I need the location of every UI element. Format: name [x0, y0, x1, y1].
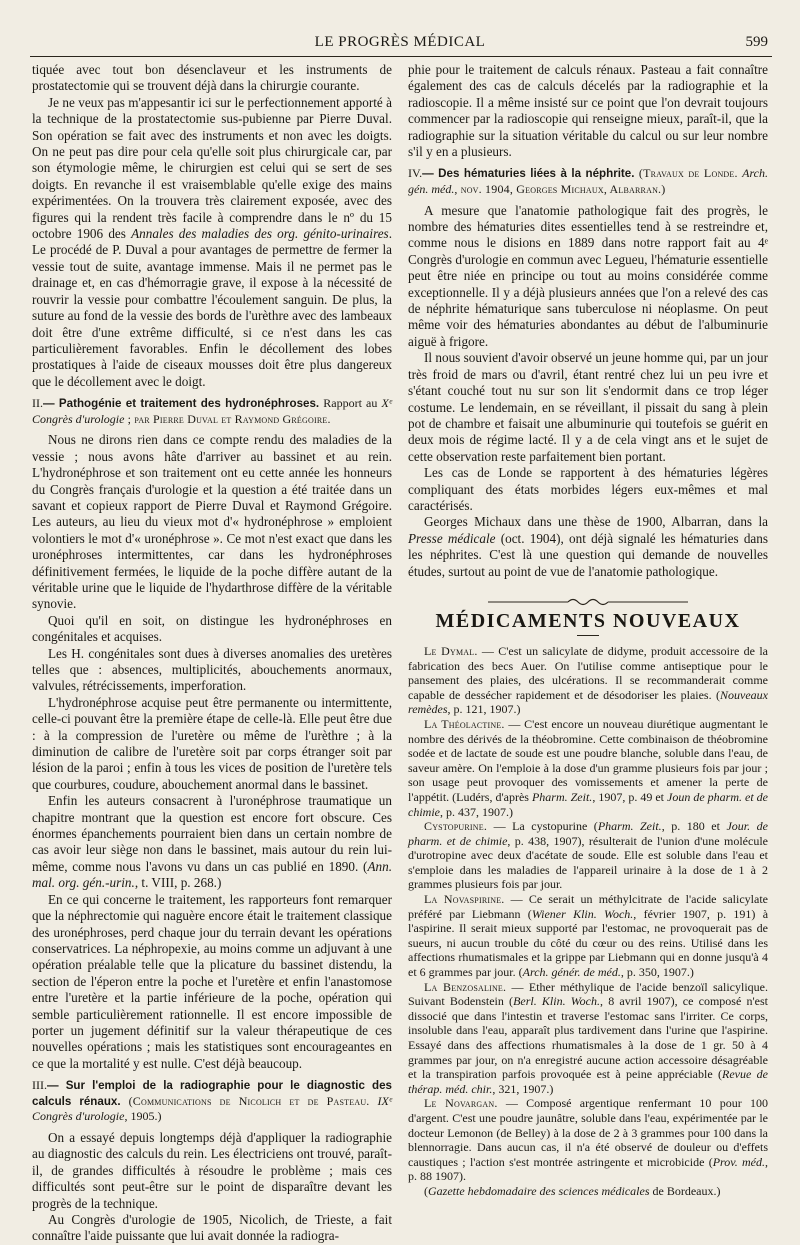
section-title: MÉDICAMENTS NOUVEAUX [435, 609, 741, 632]
paragraph: L'hydronéphrose acquise peut être permanente ou intermittente, celle-ci pouvant être la première étape de celle-là. Elle peut être due : à la compression de l'uretère ou même de l'urèthre ; à la diminution de calibre de l'uretère soit par corps étranger soit par lésion de la paroi ; enfin à tous les vices de position de l'uretère tels que courbures, coudure, abouchement anormal dans le bassinet. [32, 694, 392, 792]
paragraph: Je ne veux pas m'appesantir ici sur le perfectionnement apporté à la technique de la prostatectomie sus-pubienne par Pierre Duval. Son opération se fait avec des instruments et non avec les doigts. On ne peut pas dire pour cela qu'elle soit plus chirurgicale car, par son étymologie même, le chirurgien est celui qui se sert de ses doigts. En revanche il est vraisemblable qu'elle exige des mains expérimentées. On la trouvera très clairement exposée, avec des figures qui la rendent très facile à comprendre dans le nº du 15 octobre 1906 des Annales des maladies des org. génito-urinaires. Le procédé de P. Duval a pour avantages de permettre de fermer la vessie tout de suite, avantage immense. Mais il ne permet pas le drainage et, en cas d'hémorragie grave, il expose à la nécessité de rouvrir la vessie pour combattre l'écoulement sanguin. De plus, la suture au fond de la vessie des bords de l'urèthre avec des lambeaux doit être d'une extrême difficulté, si ce n'est dans les cas particulièrement favorables. Enfin le décollement des lobes prostatiques à l'aide de ciseaux mousses doit être plus dangereux que le décollement avec le doigt. [32, 94, 392, 389]
paragraph: phie pour le traitement de calculs rénaux. Pasteau a fait connaître également des cas de calculs décelés par la radiographie et la radioscopie. Il a même insisté sur ce point que l'on devrait toujours commencer par la radioscopie qui renseigne mieux, paraît-il, que la radiographie sur la situation véritable du calcul ou sur leur nombre s'il y en a plusieurs. [408, 62, 768, 160]
drug-entry: Le Dymal. — C'est un salicylate de didyme, produit accessoire de la fabrication des becs Auer. On l'utilise comme antiseptique pour le pansement des plaies, des ulcérations. Il se recommanderait comme capable de dessécher rapidement et de désodoriser les plaies. (Nouveaux remèdes, p. 121, 1907.) [408, 643, 768, 717]
page-number: 599 [745, 34, 768, 50]
paragraph: Enfin les auteurs consacrent à l'uronéphrose traumatique un chapitre montrant que la question est encore fort obscure. Ces énormes épanchements pourraient bien dans un certain nombre de cas avoir leur siège non dans le bassinet, mais autour du rein lui-même, comme nous l'avons vu dans un cas publié en 1890. (Ann. mal. org. gén.-urin., t. VIII, p. 268.) [32, 793, 392, 891]
section-heading: IV.— Des hématuries liées à la néphrite. (Travaux de Londe. Arch. gén. méd., nov. 1904, Georges Michaux, Albarran.) [408, 166, 769, 197]
paragraph: Les cas de Londe se rapportent à des hématuries légères compliquant des états morbides légers eux-mêmes et mal caractérisés. [408, 465, 768, 513]
paragraph: Nous ne dirons rien dans ce compte rendu des maladies de la vessie ; nous avons hâte d'arriver au bassinet et au rein. L'hydronéphrose et son traitement ont eu cette année les honneurs du Congrès français d'urologie et la question a été traitée dans un savant et copieux rapport de Pierre Duval et Raymond Grégoire. Les auteurs, au lieu du vieux mot d'« hydronéphrose » emploient volontiers le mot d'« uronéphrose ». Ce mot n'est exact que dans les uronéphroses intermittentes, car dans les hydronéphroses définitivement fermées, le liquide de la poche diffère autant de la véritable urine que le liquide de l'hydarthrose diffère de la véritable synovie. [32, 432, 392, 612]
paragraph: Georges Michaux dans une thèse de 1900, Albarran, dans la Presse médicale (oct. 1904), ont déjà signalé les hématuries dans les néphrites. C'est là une question qui demande de nouvelles études, surtout au point de vue de l'anatomie pathologique. [408, 514, 768, 579]
paragraph: Au Congrès d'urologie de 1905, Nicolich, de Trieste, a fait connaître l'aide puissante que lui avait donnée la radiogra- [32, 1211, 392, 1244]
title-rule [577, 635, 599, 636]
paragraph: En ce qui concerne le traitement, les rapporteurs font remarquer que la néphrectomie qui naguère encore était le traitement classique des uronéphroses, perd chaque jour du terrain devant les opérations conservatrices. La néphropexie, au moins comme un adjuvant à une opération préalable telle que la plicature du bassinet distendu, la section de l'éperon entre la poche et l'uretère et enfin l'anastomose entre l'uretère et la partie inférieure de la poche, opération qui semble particulièrement rationnelle. Il est encore impossible de porter un jugement définitif sur la valeur thérapeutique de ces nouvelles opérations ; mais les statistiques sont encourageantes en ce que la mortalité y est nulle. C'est déjà beaucoup. [32, 891, 392, 1071]
ornament-divider [408, 594, 768, 604]
section-heading: III.— Sur l'emploi de la radiographie pour le diagnostic des calculs rénaux. (Communications de Nicolich et de Pasteau. IXᵉ Congrès d'urologie, 1905.) [32, 1078, 392, 1124]
drug-entry: Cystopurine. — La cystopurine (Pharm. Zeit., p. 180 et Jour. de pharm. et de chimie, p. 438, 1907), résulterait de l'union d'une molécule d'urotropine avec deux d'acétate de soude. Elle est soluble dans l'eau et s'emploie dans les maladies de l'appareil urinaire à la dose de 1 à 2 grammes plusieurs fois par jour. [408, 819, 768, 892]
left-column [32, 62, 392, 1244]
text-columns [32, 62, 772, 1244]
paragraph: Les H. congénitales sont dues à diverses anomalies des uretères telles que : absences, multiplicités, abouchements anormaux, valvules, rétrécissements, imperforation. [32, 645, 392, 694]
right-column [408, 62, 769, 1198]
source-citation: (Gazette hebdomadaire des sciences médicales de Bordeaux.) [424, 1183, 721, 1198]
drug-entry: La Novaspirine. — Ce serait un méthylcitrate de l'acide salicylate préféré par Liebmann (Wiener Klin. Woch., février 1907, p. 191) à l'aspirine. Il serait mieux supporté par l'estomac, ne provoquerait pas de sueurs, ni aucun trouble du côté du cœur ou des reins. Utilisé dans les affections rhumatismales et la grippe par Liebmann qui en donne jusqu'à 4 et 6 grammes par jour. (Arch. génér. de méd., p. 350, 1907.) [408, 892, 769, 980]
paragraph: Quoi qu'il en soit, on distingue les hydronéphroses en congénitales et acquises. [32, 612, 392, 645]
paragraph: tiquée avec tout bon désenclaveur et les instruments de prostatectomie qui se trouvent déjà dans la chirurgie courante. [32, 62, 392, 94]
paragraph: On a essayé depuis longtemps déjà d'appliquer la radiographie au diagnostic des calculs du rein. Les électriciens ont trouvé, paraît-il, de grandes difficultés à résoudre le problème ; mais ces difficultés sont peut-être sur le point de disparaître devant les progrès de la technique. [32, 1129, 392, 1211]
drug-entry: Le Novargan. — Composé argentique renfermant 10 pour 100 d'argent. C'est une poudre jaunâtre, soluble dans l'eau, expérimentée par le docteur Lemonon (de Belley) à la dose de 2 à 3 grammes pour 100 dans la blennorragie. Dans aucun cas, il n'a été observé de douleur ou d'effets caustiques ; l'action s'est montrée astringente et microbicide (Prov. méd., p. 88 1907). [408, 1096, 768, 1184]
drug-entry: La Benzosaline. — Ether méthylique de l'acide benzoïl salicylique. Suivant Bodenstein (Berl. Klin. Woch., 8 avril 1907), ce composé n'est dissocié que dans l'intestin et traverse l'estomac sans l'irriter. Ce corps, insoluble dans l'eau, apparaît plus tardivement dans l'urine que l'aspirine. Essayé dans des affections rhumatismales à la dose de 1 gr. 50 à 4 grammes par jour, on n'a enregistré aucune action accessoire désagréable et la transpiration parfois provoquée est à peine appréciable (Revue de thérap. méd. chir., 321, 1907.) [408, 979, 768, 1096]
section-heading: II.— Pathogénie et traitement des hydronéphroses. Rapport au Xᵉ Congrès d'urologie ; par Pierre Duval et Raymond Grégoire. [32, 396, 392, 426]
running-title: LE PROGRÈS MÉDICAL [314, 34, 486, 50]
paragraph: A mesure que l'anatomie pathologique fait des progrès, le nombre des hématuries dites essentielles tend à se restreindre et, comme nous le disions en 1889 dans notre rapport fait au 4ᵉ Congrès d'urologie en commun avec Legueu, l'hématurie essentielle peut être niée en principe ou tout au moins considérée comme exceptionnelle. Il y a déjà plusieurs années que l'on a relevé des cas de néphrite hématurique sans tuberculose ni néoplasme. On peut même voir des hématuries abondantes au début de l'albuminurie aiguë à frigore. [408, 202, 768, 349]
header-rule [30, 56, 772, 57]
paragraph: Il nous souvient d'avoir observé un jeune homme qui, par un jour très froid de mars ou d'avril, étant rentré chez lui un peu ivre et s'étant couché tout nu sur son lit s'endormit dans ce trop léger costume. Le lendemain, en se réveillant, il pissait du sang à plein pot de chambre et faisait une albuminurie qui toutefois se guérit en deux mois de régime lacté. Il y a de cela vingt ans et le sujet de cette observation reste parfaitement bien portant. [408, 350, 768, 464]
ornament-icon [488, 597, 688, 607]
drug-entry: La Théolactine. — C'est encore un nouveau diurétique augmentant le nombre des dérivés de la théobromine. Cette combinaison de théobromine sodée et de lactate de soude est une poudre blanche, soluble dans l'eau, de saveur amère. On l'emploie à la dose d'un gramme plusieurs fois par jour ; son usage peut provoquer des vomissements et amener la perte de l'appétit. (Ludérs, d'après Pharm. Zeit., 1907, p. 49 et Joun de pharm. et de chimie, p. 437, 1907.) [408, 716, 768, 819]
